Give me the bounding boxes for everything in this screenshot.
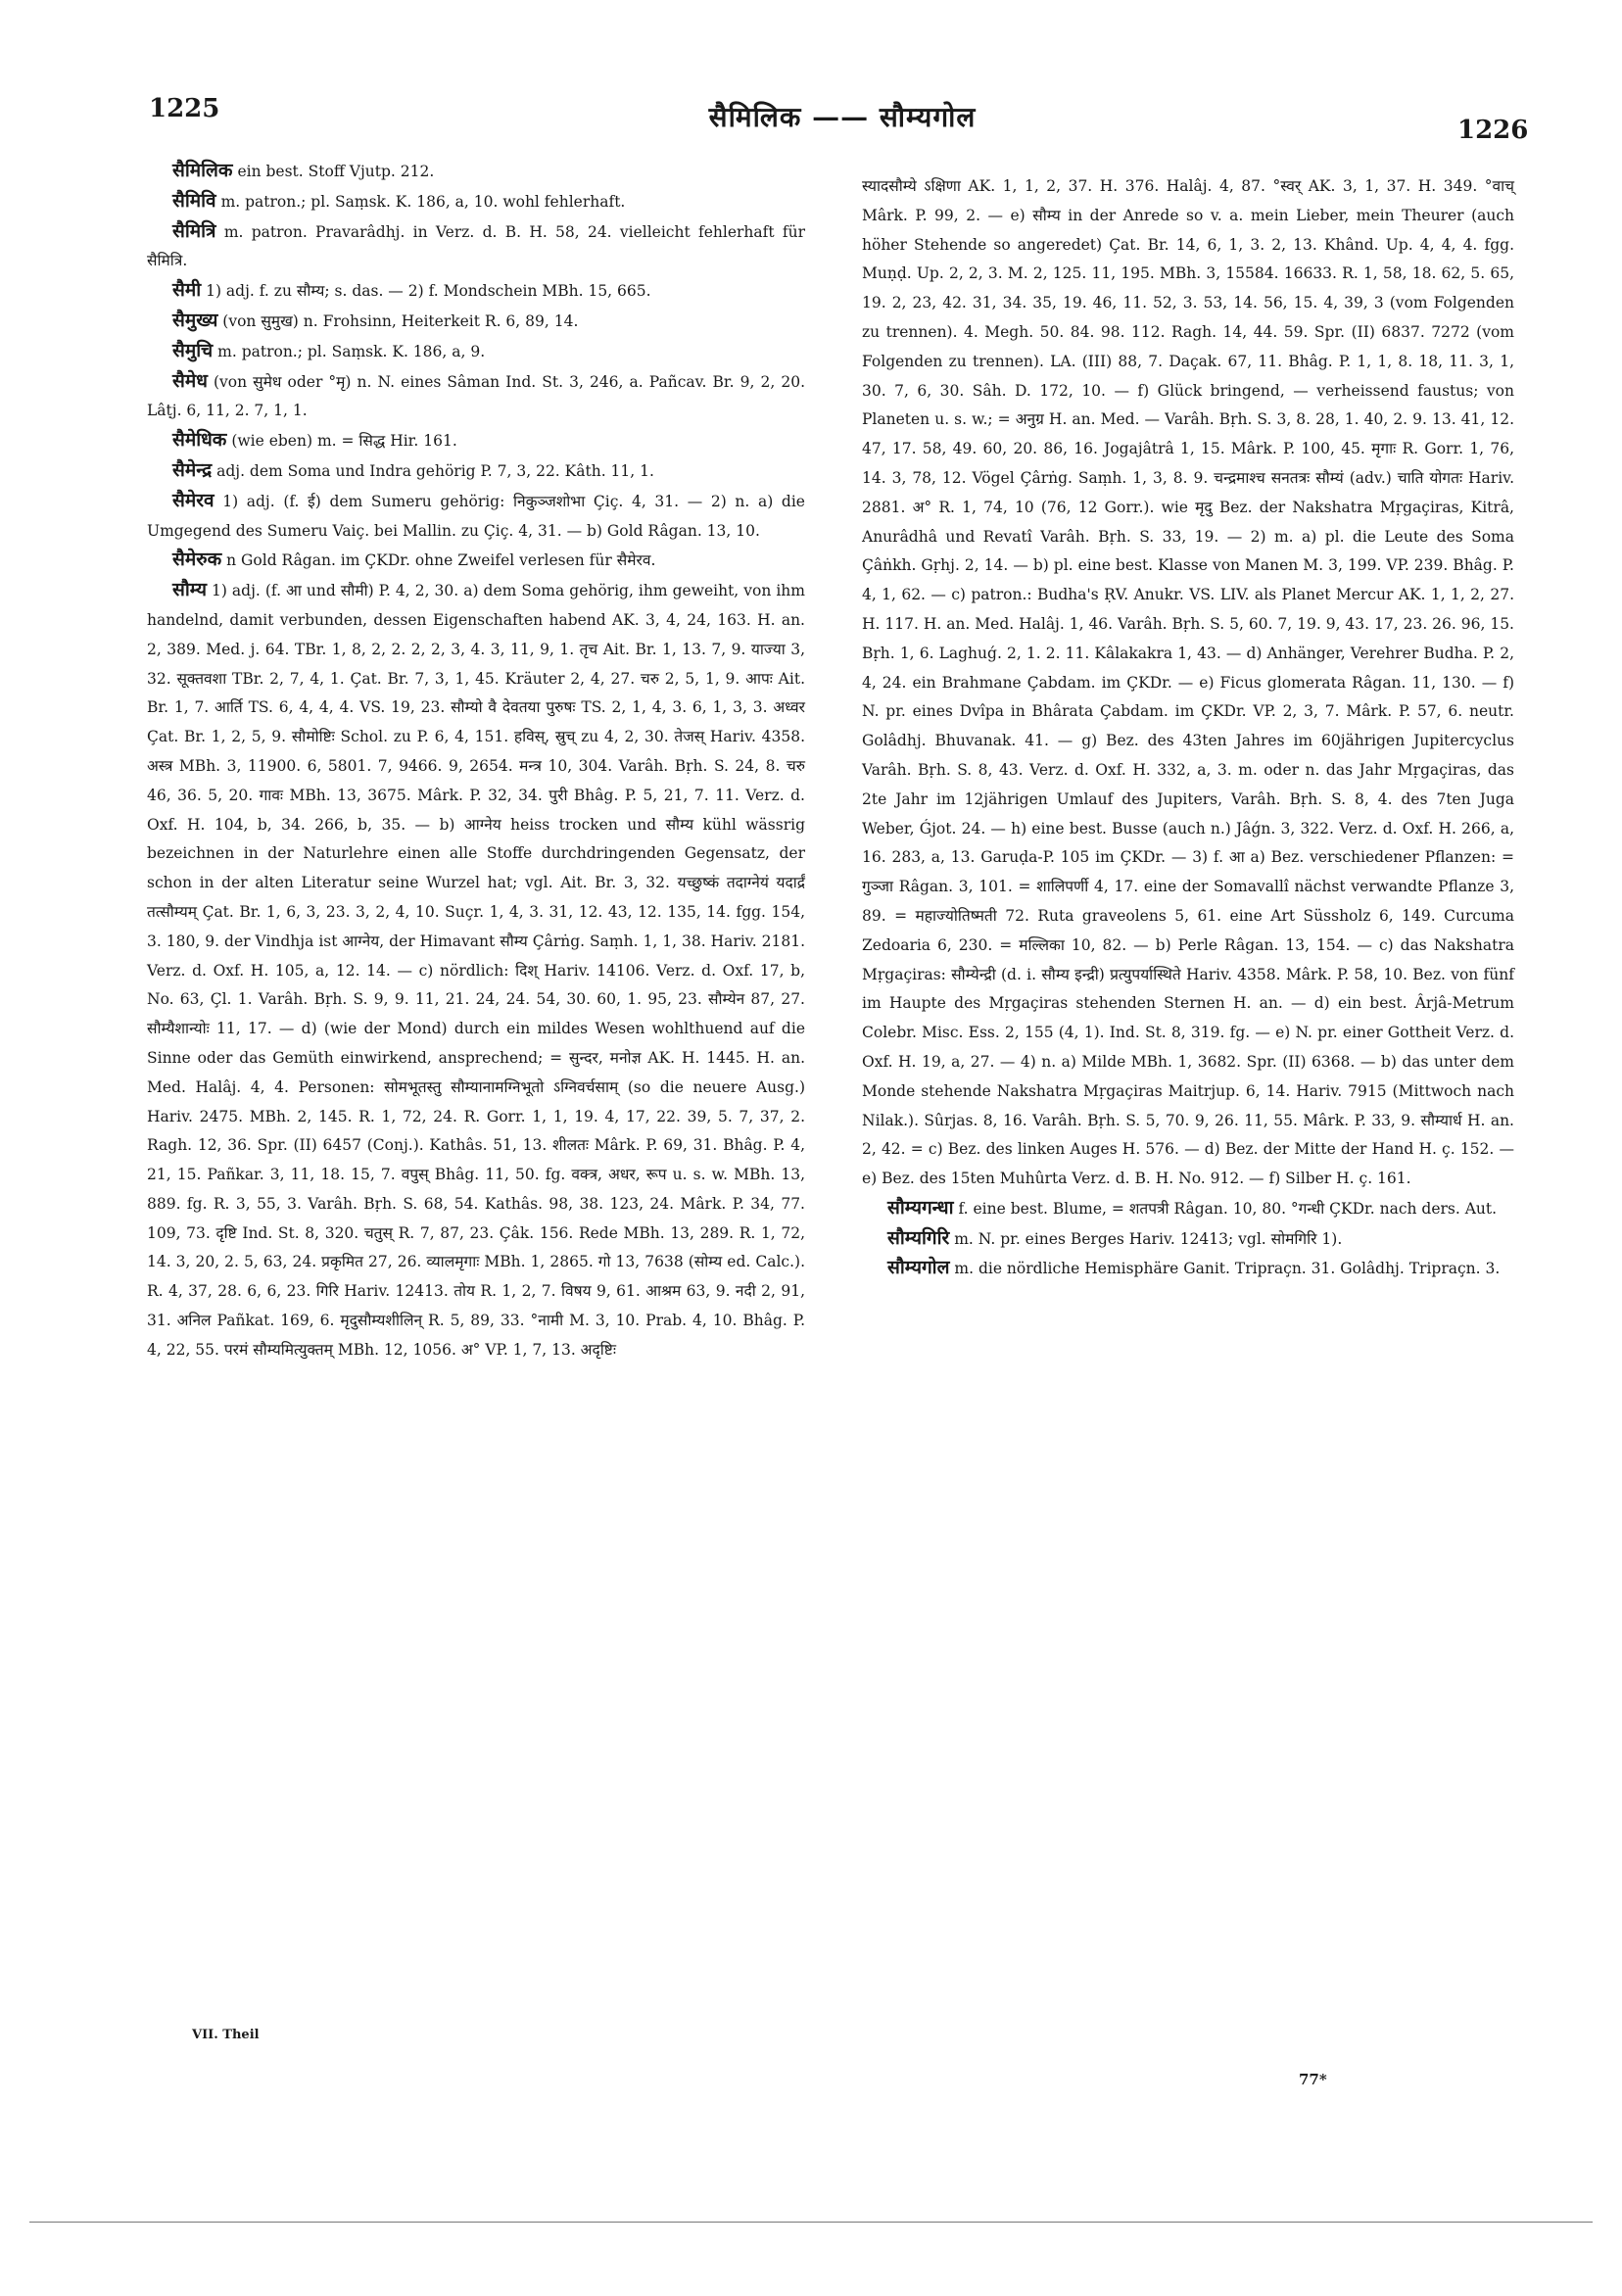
dictionary-entry: [862, 1224, 1514, 1255]
entry-headword: सौम्य: [172, 579, 207, 601]
entry-headword: सैमेध: [172, 369, 208, 392]
dictionary-entry: [147, 426, 805, 456]
entry-text: n Gold Râgan. im ÇKDr. ohne Zweifel verlesen für सैमेरव.: [226, 551, 656, 570]
entry-headword: सैमेरुक: [172, 549, 222, 571]
page-number-left: 1225: [149, 94, 220, 123]
entry-text: adj. dem Soma und Indra gehörig P. 7, 3, 22. Kâth. 11, 1.: [216, 461, 654, 480]
volume-label: VII. Theil: [192, 2028, 260, 2042]
entry-text: m. patron.; pl. Saṃsk. K. 186, a, 9.: [217, 342, 486, 360]
dictionary-entry: [862, 1194, 1514, 1224]
entry-text: f. eine best. Blume, = शतपत्री Râgan. 10, 80. °गन्धी ÇKDr. nach ders. Aut.: [958, 1199, 1498, 1218]
entry-headword: सैमिलिक: [172, 160, 233, 181]
entry-text: m. patron.; pl. Saṃsk. K. 186, a, 10. wohl fehlerhaft.: [220, 192, 626, 211]
entry-headword: सौम्यगोल: [887, 1257, 950, 1279]
entry-headword: सौम्यगन्धा: [887, 1196, 954, 1219]
entry-text: m. die nördliche Hemisphäre Ganit. Tripraçn. 31. Golâdhj. Tripraçn. 3.: [954, 1260, 1501, 1278]
right-column: [862, 172, 1514, 1284]
entry-text: m. N. pr. eines Berges Hariv. 12413; vgl. सोमगिरि 1).: [954, 1229, 1343, 1248]
bottom-rule: [29, 2222, 1593, 2223]
running-head: सैमिलिक —— सौम्यगोल: [708, 101, 977, 133]
entry-text: 1) adj. (f. ई) dem Sumeru gehörig: निकुञ्जशोभा Çiç. 4, 31. — 2) n. a) die Umgegend des Sumeru Vaiç. bei Mallin. zu Çiç. 4, 31. — b) Gold Râgan. 13, 10.: [147, 492, 805, 540]
entry-headword: सैमी: [172, 279, 202, 302]
entry-text: 1) adj. (f. आ und सौमी) P. 4, 2, 30. a) dem Soma gehörig, ihm geweiht, von ihm handelnd, damit verbunden, dessen Eigenschaften habend AK. 3, 4, 24, 163. H. an. 2, 389. Med. j. 64. TBr. 1, 8, 2, 2. 2, 2, 3, 4. 3, 11, 9, 1. तृच Ait. Br. 1, 13. 7, 9. याज्या 3, 32. सूक्तवशा TBr. 2, 7, 4, 1. Çat. Br. 7, 3, 1, 45. Kräuter 2, 4, 27. चरु 2, 5, 1, 9. आपः Ait. Br. 1, 7. आर्ति TS. 6, 4, 4, 4. VS. 19, 23. सौम्यो वै देवतया पुरुषः TS. 2, 1, 4, 3. 6, 1, 3, 3. अध्वर Çat. Br. 1, 2, 5, 9. सौमोष्टिः Schol. zu P. 6, 4, 151. हविस्, स्रुच् zu 4, 2, 30. तेजस् Hariv. 4358. अस्त्र MBh. 3, 11900. 6, 5801. 7, 9466. 9, 2654. मन्त्र 10, 304. Varâh. Bṛh. S. 24, 8. चरु 46, 36. 5, 20. गावः MBh. 13, 3675. Mârk. P. 32, 34. पुरी Bhâg. P. 5, 21, 7. 11. Verz. d. Oxf. H. 104, b, 34. 266, b, 35. — b) आग्नेय heiss trocken und सौम्य kühl wässrig bezeichnen in der Naturlehre einen alle Stoffe durchdringenden Gegensatz, der schon in der alten Literatur seine Wurzel hat; vgl. Ait. Br. 3, 32. यच्छुष्कं तदाग्नेयं यदार्द्रं तत्सौम्यम् Çat. Br. 1, 6, 3, 23. 3, 2, 4, 10. Suçr. 1, 4, 3. 31, 12. 43, 12. 135, 14. fgg. 154, 3. 180, 9. der Vindhja ist आग्नेय, der Himavant सौम्य Çârṅg. Saṃh. 1, 1, 38. Hariv. 2181. Verz. d. Oxf. H. 105, a, 12. 14. — c) nördlich: दिश् Hariv. 14106. Verz. d. Oxf. 17, b, No. 63, Çl. 1. Varâh. Bṛh. S. 9, 9. 11, 21. 24, 24. 54, 30. 60, 1. 95, 23. सौम्येन 87, 27. सौम्यैशान्योः 11, 17. — d) (wie der Mond) durch ein mildes Wesen wohlthuend auf die Sinne oder das Gemüth einwirkend, ansprechend; = सुन्दर, मनोज्ञ AK. H. 1445. H. an. Med. Halâj. 4, 4. Personen: सोमभूतस्तु सौम्यानामग्निभूतो ऽग्निवर्चसाम् (so die neuere Ausg.) Hariv. 2475. MBh. 2, 145. R. 1, 72, 24. R. Gorr. 1, 1, 19. 4, 17, 22. 39, 5. 7, 37, 2. Ragh. 12, 36. Spr. (II) 6457 (Conj.). Kathâs. 51, 13. शीलतः Mârk. P. 69, 31. Bhâg. P. 4, 21, 15. Pañkar. 3, 11, 18. 15, 7. वपुस् Bhâg. 11, 50. fg. वक्त्र, अधर, रूप u. s. w. MBh. 13, 889. fg. R. 3, 55, 3. Varâh. Bṛh. S. 68, 54. Kathâs. 98, 38. 123, 24. Mârk. P. 34, 77. 109, 73. दृष्टि Ind. St. 8, 320. चतुस् R. 7, 87, 23. Çâk. 156. Rede MBh. 13, 289. R. 1, 72, 14. 3, 20, 2. 5, 63, 24. प्रकृमित 27, 26. व्यालमृगाः MBh. 1, 2865. गो 13, 7638 (सोम्य ed. Calc.). R. 4, 37, 28. 6, 6, 23. गिरि Hariv. 12413. तोय R. 1, 2, 7. विषय 9, 61. आश्रम 63, 9. नदी 2, 91, 31. अनिल Pañkat. 169, 6. मृदुसौम्यशीलिन् R. 5, 89, 33. °नामी M. 3, 10. Prab. 4, 10. Bhâg. P. 4, 22, 55. परमं सौम्यमित्युक्तम् MBh. 12, 1056. अ° VP. 1, 7, 13. अदृष्टिः: [147, 582, 805, 1359]
dictionary-entry: [147, 337, 805, 367]
dictionary-entry: [862, 1254, 1514, 1284]
entry-text: ein best. Stoff Vjutp. 212.: [237, 163, 435, 180]
dictionary-entry: [147, 276, 805, 307]
entry-text: m. patron. Pravarâdhj. in Verz. d. B. H. 58, 24. vielleicht fehlerhaft für सैमित्रि.: [147, 222, 805, 270]
entry-text: (von सुमुख) n. Frohsinn, Heiterkeit R. 6, 89, 14.: [222, 311, 579, 330]
dictionary-entry: [147, 456, 805, 487]
dictionary-entry: [147, 576, 805, 1365]
entry-headword: सौम्यगिरि: [887, 1226, 950, 1249]
dictionary-entry: [147, 307, 805, 337]
entry-headword: सैमेरव: [172, 489, 215, 511]
entry-text: स्यादसौम्ये ऽक्षिणा AK. 1, 1, 2, 37. H. 376. Halâj. 4, 87. °स्वर् AK. 3, 1, 37. H. 349. °वाच् Mârk. P. 99, 2. — e) सौम्य in der Anrede so v. a. mein Lieber, mein Theurer (auch höher Stehende so angeredet) Çat. Br. 14, 6, 1, 3. 2, 13. Khând. Up. 4, 4, 4. fgg. Muṇḍ. Up. 2, 2, 3. M. 2, 125. 11, 195. MBh. 3, 15584. 16633. R. 1, 58, 18. 62, 5. 65, 19. 2, 23, 42. 31, 34. 35, 19. 46, 11. 52, 3. 53, 14. 56, 15. 4, 39, 3 (vom Folgenden zu trennen). 4. Megh. 50. 84. 98. 112. Ragh. 14, 44. 59. Spr. (II) 6837. 7272 (vom Folgenden zu trennen). LA. (III) 88, 7. Daçak. 67, 11. Bhâg. P. 1, 1, 8. 18, 11. 3, 1, 30. 7, 6, 30. Sâh. D. 172, 10. — f) Glück bringend, — verheissend faustus; von Planeten u. s. w.; = अनुग्र H. an. Med. — Varâh. Bṛh. S. 3, 8. 28, 1. 40, 2. 9. 13. 41, 12. 47, 17. 58, 49. 60, 20. 86, 16. Jogajâtrâ 1, 15. Mârk. P. 100, 45. मृगाः R. Gorr. 1, 76, 14. 3, 78, 12. Vögel Çârṅg. Saṃh. 1, 3, 8. 9. चन्द्रमाश्च सनतत्रः सौम्यं (adv.) चाति योगतः Hariv. 2881. अ° R. 1, 74, 10 (76, 12 Gorr.). wie मृदु Bez. der Nakshatra Mṛgaçiras, Kitrâ, Anurâdhâ und Revatî Varâh. Bṛh. S. 33, 19. — 2) m. a) pl. die Leute des Soma Çâṅkh. Gṛhj. 2, 14. — b) pl. eine best. Klasse von Manen M. 3, 199. VP. 239. Bhâg. P. 4, 1, 62. — c) patron.: Budha's ṚV. Anukr. VS. LIV. als Planet Mercur AK. 1, 1, 2, 27. H. 117. H. an. Med. Halâj. 1, 46. Varâh. Bṛh. S. 5, 60. 7, 19. 9, 43. 17, 23. 26. 96, 15. Bṛh. 1, 6. Laghuǵ. 2, 1. 2. 11. Kâlakakra 1, 43. — d) Anhänger, Verehrer Budha. P. 2, 4, 24. ein Brahmane Çabdam. im ÇKDr. — e) Ficus glomerata Râgan. 11, 130. — f) N. pr. eines Dvîpa in Bhârata Çabdam. im ÇKDr. VP. 2, 3, 7. Mârk. P. 57, 6. neutr. Golâdhj. Bhuvanak. 41. — g) Bez. des 43ten Jahres im 60jährigen Jupitercyclus Varâh. Bṛh. S. 8, 43. Verz. d. Oxf. H. 332, a, 3. m. oder n. das Jahr Mṛgaçiras, das 2te Jahr im 12jährigen Umlauf des Jupiters, Varâh. Bṛh. S. 8, 4. des 7ten Juga Weber, Ǵjot. 24. — h) eine best. Busse (auch n.) Jâǵn. 3, 322. Verz. d. Oxf. H. 266, a, 16. 283, a, 13. Garuḍa-P. 105 im ÇKDr. — 3) f. आ a) Bez. verschiedener Pflanzen: = गुञ्जा Râgan. 3, 101. = शालिपर्णी 4, 17. eine der Somavallî nächst verwandte Pflanze 3, 89. = महाज्योतिष्मती 72. Ruta graveolens 5, 61. eine Art Süssholz 6, 149. Curcuma Zedoaria 6, 230. = मल्लिका 10, 82. — b) Perle Râgan. 13, 154. — c) das Nakshatra Mṛgaçiras: सौम्येन्द्री (d. i. सौम्य इन्द्री) प्रत्युपर्यास्थिते Hariv. 4358. Mârk. P. 58, 10. Bez. von fünf im Haupte des Mṛgaçiras stehenden Sternen H. an. — d) ein best. Ârjâ-Metrum Colebr. Misc. Ess. 2, 155 (4, 1). Ind. St. 8, 319. fg. — e) N. pr. einer Gottheit Verz. d. Oxf. H. 19, a, 27. — 4) n. a) Milde MBh. 1, 3682. Spr. (II) 6368. — b) das unter dem Monde stehende Nakshatra Mṛgaçiras Maitrjup. 6, 14. Hariv. 7915 (Mittwoch nach Nilak.). Sûrjas. 8, 16. Varâh. Bṛh. S. 5, 70. 9, 26. 11, 55. Mârk. P. 33, 9. सौम्यार्ध H. an. 2, 42. = c) Bez. des linken Auges H. 576. — d) Bez. der Mitte der Hand H. ç. 152. — e) Bez. des 15ten Muhûrta Verz. d. B. H. No. 912. — f) Silber H. ç. 161.: [862, 177, 1514, 1188]
dictionary-entry: [147, 157, 805, 187]
left-column: [147, 157, 805, 1365]
dictionary-entry: [147, 187, 805, 217]
entry-headword: सैमिवि: [172, 189, 216, 212]
dictionary-entry: [147, 367, 805, 427]
page-number-right: 1226: [1457, 116, 1529, 145]
entry-headword: सैमुख्य: [172, 309, 218, 331]
dictionary-entry: [862, 172, 1514, 1194]
entry-text: (von सुमेध oder °मृ) n. N. eines Sâman Ind. St. 3, 246, a. Pañcav. Br. 9, 2, 20. Lâṭj. 6, 11, 2. 7, 1, 1.: [147, 372, 805, 420]
entry-headword: सैमुचि: [172, 339, 214, 361]
entry-text: 1) adj. f. zu सौम्य; s. das. — 2) f. Mondschein MBh. 15, 665.: [206, 282, 651, 301]
signature-mark: 77*: [1299, 2071, 1327, 2088]
dictionary-entry: [147, 217, 805, 277]
entry-headword: सैमेधिक: [172, 429, 227, 452]
dictionary-entry: [147, 546, 805, 576]
entry-text: (wie eben) m. = सिद्ध Hir. 161.: [231, 432, 457, 451]
entry-headword: सैमेन्द्र: [172, 458, 213, 481]
dictionary-entry: [147, 487, 805, 547]
entry-headword: सैमित्रि: [172, 219, 216, 242]
